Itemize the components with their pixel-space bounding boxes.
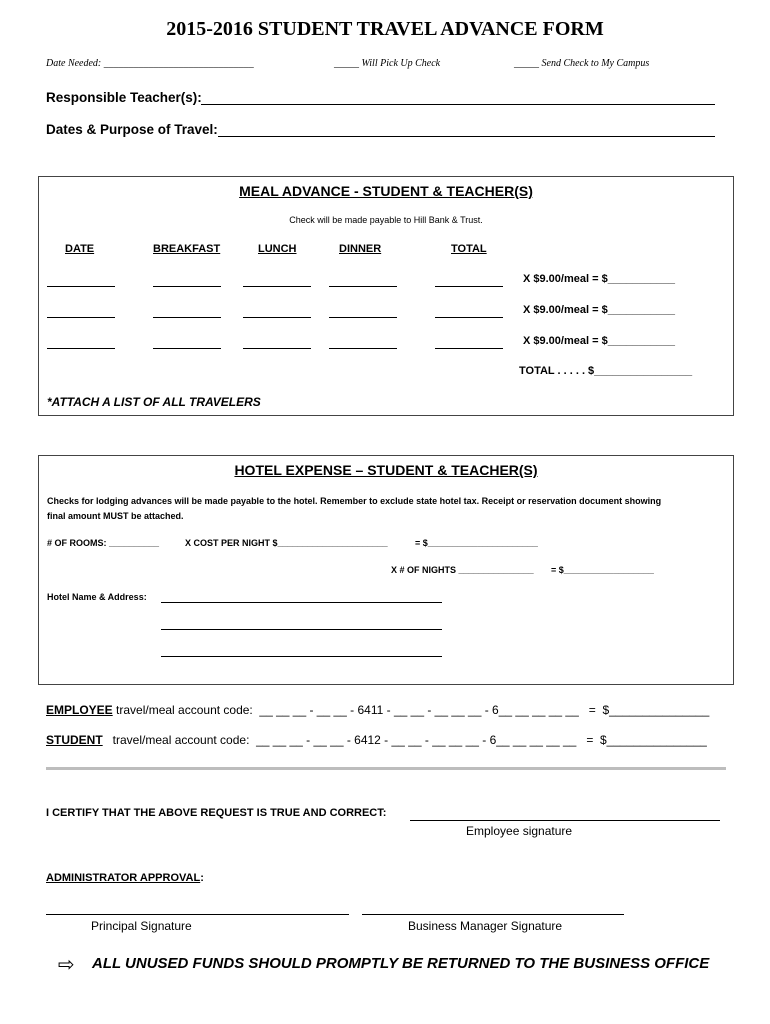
cost-per-night-field[interactable]: X COST PER NIGHT $______________________: [185, 538, 388, 548]
hotel-name-address-label: Hotel Name & Address:: [47, 592, 147, 602]
hotel-address-line[interactable]: [161, 602, 442, 603]
admin-approval-colon: :: [200, 872, 204, 884]
dates-purpose-field[interactable]: [218, 136, 715, 137]
meal-advance-section: [38, 176, 734, 416]
meal-row-date-field[interactable]: [47, 317, 115, 318]
nights-field[interactable]: X # OF NIGHTS _______________: [391, 565, 534, 575]
meal-rate-calc[interactable]: X $9.00/meal = $___________: [523, 273, 675, 285]
meal-total-field[interactable]: TOTAL . . . . . $________________: [519, 365, 693, 377]
meal-rate-calc[interactable]: X $9.00/meal = $___________: [523, 335, 675, 347]
hotel-note-line-1: Checks for lodging advances will be made payable to the hotel. Remember to exclude state hotel tax. Receipt or reservation document showing: [47, 496, 662, 506]
principal-signature-field[interactable]: [46, 914, 349, 915]
meal-row-breakfast-field[interactable]: [153, 317, 221, 318]
meal-rate-calc[interactable]: X $9.00/meal = $___________: [523, 304, 675, 316]
business-manager-signature-label: Business Manager Signature: [408, 919, 563, 933]
responsible-teacher-field[interactable]: [201, 104, 715, 105]
student-account-code-row[interactable]: [46, 733, 707, 747]
employee-account-code-text[interactable]: travel/meal account code: __ __ __ - __ __ - 6411 - __ __ - __ __ __ - 6__ __ __ __ __ = $_______________: [112, 703, 710, 717]
rooms-field[interactable]: # OF ROOMS: __________: [47, 538, 160, 548]
meal-header-total: TOTAL: [451, 243, 487, 255]
employee-signature-label: Employee signature: [466, 824, 573, 838]
hotel-address-line[interactable]: [161, 656, 442, 657]
pick-up-check-option[interactable]: _____ Will Pick Up Check: [334, 58, 441, 69]
meal-row-dinner-field[interactable]: [329, 317, 397, 318]
hotel-note-line-2: final amount MUST be attached.: [47, 511, 184, 521]
meal-row-lunch-field[interactable]: [243, 348, 311, 349]
meal-header-breakfast: BREAKFAST: [153, 243, 221, 255]
date-needed-field[interactable]: Date Needed: ______________________________: [46, 58, 254, 69]
principal-signature-label: Principal Signature: [91, 919, 192, 933]
divider: [46, 767, 726, 770]
student-account-code-text[interactable]: travel/meal account code: __ __ __ - __ __ - 6412 - __ __ - __ __ __ - 6__ __ __ __ __ = $_______________: [102, 733, 707, 747]
meal-row-total-field[interactable]: [435, 317, 503, 318]
meal-row-breakfast-field[interactable]: [153, 286, 221, 287]
admin-approval-heading: [46, 872, 204, 884]
meal-row-date-field[interactable]: [47, 286, 115, 287]
dates-purpose-label: Dates & Purpose of Travel:: [46, 122, 218, 137]
right-arrow-icon: ⇨: [58, 954, 75, 976]
meal-row-date-field[interactable]: [47, 348, 115, 349]
send-check-option[interactable]: _____ Send Check to My Campus: [514, 58, 650, 69]
business-manager-signature-field[interactable]: [362, 914, 624, 915]
employee-signature-field[interactable]: [410, 820, 720, 821]
meal-row-lunch-field[interactable]: [243, 286, 311, 287]
meal-row-breakfast-field[interactable]: [153, 348, 221, 349]
hotel-address-line[interactable]: [161, 629, 442, 630]
meal-header-lunch: LUNCH: [258, 243, 297, 255]
employee-label: EMPLOYEE: [46, 703, 113, 717]
hotel-expense-section: [38, 455, 734, 685]
form-title: 2015-2016 STUDENT TRAVEL ADVANCE FORM: [166, 18, 604, 40]
meal-row-total-field[interactable]: [435, 348, 503, 349]
meal-row-dinner-field[interactable]: [329, 348, 397, 349]
employee-account-code-row[interactable]: [46, 703, 709, 717]
admin-approval-label: ADMINISTRATOR APPROVAL: [46, 872, 201, 884]
meal-section-title: MEAL ADVANCE - STUDENT & TEACHER(S): [239, 183, 533, 199]
meal-payable-note: Check will be made payable to Hill Bank & Trust.: [289, 215, 483, 225]
rooms-cost-result-field[interactable]: = $______________________: [415, 538, 538, 548]
meal-row-dinner-field[interactable]: [329, 286, 397, 287]
meal-row-lunch-field[interactable]: [243, 317, 311, 318]
meal-header-dinner: DINNER: [339, 243, 382, 255]
meal-row-total-field[interactable]: [435, 286, 503, 287]
certify-statement: I CERTIFY THAT THE ABOVE REQUEST IS TRUE AND CORRECT:: [46, 807, 387, 819]
student-label: STUDENT: [46, 733, 103, 747]
meal-header-date: DATE: [65, 243, 95, 255]
footer-notice: ALL UNUSED FUNDS SHOULD PROMPTLY BE RETURNED TO THE BUSINESS OFFICE: [92, 955, 710, 972]
nights-result-field[interactable]: = $__________________: [551, 565, 654, 575]
attach-travelers-note: *ATTACH A LIST OF ALL TRAVELERS: [47, 395, 261, 409]
hotel-section-title: HOTEL EXPENSE – STUDENT & TEACHER(S): [234, 462, 538, 478]
responsible-teacher-label: Responsible Teacher(s):: [46, 90, 202, 105]
